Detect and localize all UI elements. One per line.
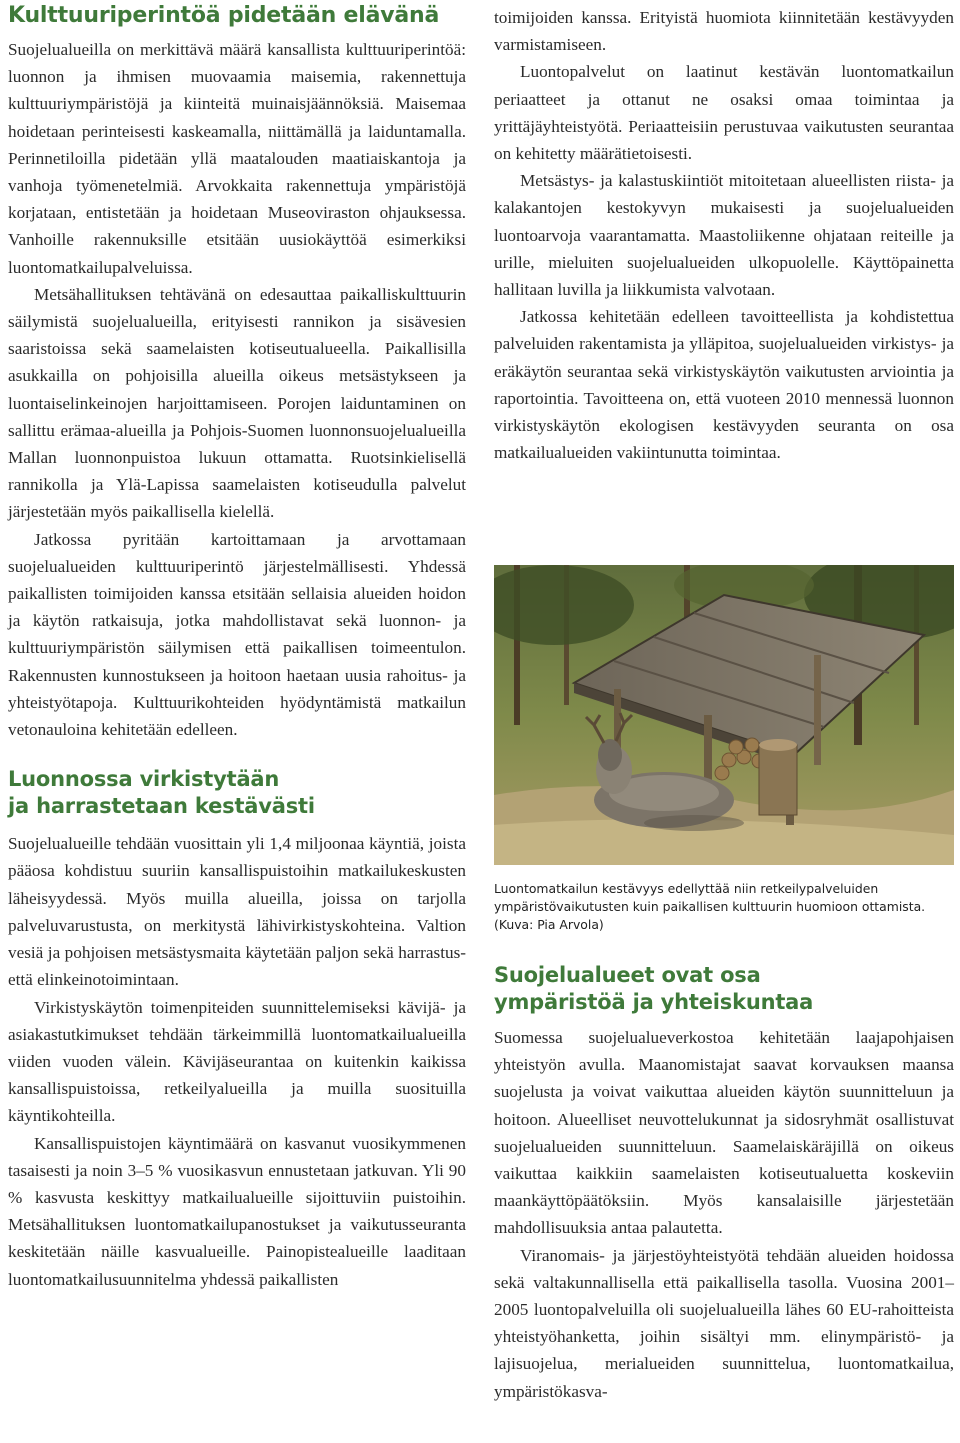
photo-reindeer-shelter xyxy=(494,565,954,865)
paragraph: Jatkossa kehitetään edelleen tavoitteellista ja kohdistettua palveluiden rakentamista ja ylläpitoa, suojelualueiden virkistys- ja eräkäytön seurantaa sekä virkistyskäytön vaikutusten arviointia ja raportointia. Tavoitteena on, että vuoteen 2010 mennessä luonnon virkistyskäytön ekologisen kestävyyden seuranta on osa matkailualueiden vakiintunutta toimintaa. xyxy=(494,307,954,463)
paragraph: Suojelualueille tehdään vuosittain yli 1,4 miljoonaa käyntiä, joista pääosa kohdistuu suuriin kansallispuistoihin matkailukeskusten läheisyydessä. Myös muilla alueilla, joissa on tarjolla palveluvarustusta, on merkitystä lähivirkistyskohteina. Valtion vesiä ja pohjoisen metsästysmaita käytetään paljon sekä harrastus- että elinkeinotoimintaan. xyxy=(8,834,466,990)
paragraph: Metsähallituksen tehtävänä on edesauttaa paikalliskulttuurin säilymistä suojelualueilla, erityisesti rannikon ja sisävesien saaristoissa sekä saamelaisten kotiseutualueella. Paikallisilla asukkailla on pohjoisilla alueilla oikeus metsästykseen ja luontaiselinkeinojen harjoittamiseen. Porojen laiduntaminen on sallittu erämaa-alueilla ja Pohjois-Suomen luonnonsuojelualueilla Mallan luonnonpuistoa lukuun ottamatta. Ruotsinkielisellä rannikolla ja Ylä-Lapissa saamelaisten kotiseudulla palvelut järjestetään myös paikallisella kielellä. xyxy=(8,284,466,522)
right-column-bottom xyxy=(494,962,954,1405)
paragraph: Suomessa suojelualueverkostoa kehitetään laajapohjaisen yhteistyön avulla. Maanomistajat saavat korvauksen maansa suojelusta ja voivat vaikuttaa alueiden käytön suunnitteluun ja hoitoon. Alueelliset neuvottelukunnat ja sidosryhmät osallistuvat suojelualueiden suunnitteluun. Saamelaiskäräjillä on oikeus vaikuttaa kaikkiin saamelaisten kotiseutualuetta koskeviin maankäyttöpäätöksiin. Myös kansalaisille järjestetään mahdollisuuksia antaa palautetta. xyxy=(494,1028,954,1238)
heading-line: ympäristöä ja yhteiskuntaa xyxy=(494,990,814,1014)
paragraph: Suojelualueilla on merkittävä määrä kansallista kulttuuriperintöä: luonnon ja ihmisen muovaamia maisemia, rakennettuja kulttuuriympäristöjä ja kiinteitä muinaisjäännöksiä. Maisemaa hoidetaan perinteisesti kaskeamalla, niittämällä ja laiduntamalla. Perinnetiloilla pidetään yllä maatalouden maatiaiskantoja ja vanhoja työmenetelmiä. Arvokkaita rakennettuja ympäristöjä korjataan, entistetään ja hoidetaan Museoviraston ohjauksessa. Vanhoille rakennuksille etsitään uusiokäyttöä esimerkiksi luontomatkailupalveluissa. xyxy=(8,40,466,277)
paragraph: Viranomais- ja järjestöyhteistyötä tehdään alueiden hoidossa sekä valtakunnallisella että paikallisella tasolla. Vuosina 2001–2005 luontopalveluilla oli suojelualueilla lähes 60 EU-rahoitteista yhteistyöhanketta, joihin sisältyi mm. elinympäristö- ja lajisuojelua, merialueiden suunnittelua, luontomatkailua, ympäristökasva- xyxy=(494,1245,954,1401)
section-heading-cultural-heritage: Kulttuuriperintöä pidetään elävänä xyxy=(8,3,440,28)
photo-illustration xyxy=(494,565,954,865)
paragraph: Kansallispuistojen käyntimäärä on kasvanut vuosikymmenen tasaisesti ja noin 3–5 % vuosikasvun ennustetaan jatkuvan. Yli 90 % kasvusta keskittyy matkailualueille sijoittuviin puistoihin. Metsähallituksen luontomatkailupanostukset ja vaikutusseuranta keskitetään näille kasvualueille. Painopistealueille laaditaan luontomatkailusuunnitelma yhdessä paikallisten xyxy=(8,1133,466,1289)
heading-line: Suojelualueet ovat osa xyxy=(494,963,761,987)
section-heading-recreation xyxy=(8,766,466,820)
paragraph: Virkistyskäytön toimenpiteiden suunnittelemiseksi kävijä- ja asiakastutkimukset tehdään tärkeimmillä luontomatkailualueilla viiden vuoden välein. Kävijäseurantaa on kuitenkin kaikissa kansallispuistoissa, retkeilyalueilla ja muilla suosituilla käyntikohteilla. xyxy=(8,997,466,1126)
photo-caption: Luontomatkailun kestävyys edellyttää niin retkeilypalveluiden ympäristövaikutusten kuin paikallisen kulttuurin huomioon ottamista. (Kuva: Pia Arvola) xyxy=(494,881,926,932)
heading-line: Luonnossa virkistytään xyxy=(8,767,280,792)
left-column xyxy=(8,0,466,1293)
paragraph: Metsästys- ja kalastuskiintiöt mitoitetaan alueellisten riista- ja kalakantojen kestokyvyn mukaisesti ja suojelualueiden luontoarvoja vaarantamatta. Maastoliikenne ohjataan reiteille ja urille, mieluiten suojelualueiden ulkopuolelle. Käyttöpainetta hallitaan luvilla ja liikkumista valvotaan. xyxy=(494,171,954,300)
paragraph: Jatkossa pyritään kartoittamaan ja arvottamaan suojelualueiden kulttuuriperintö järjestelmällisesti. Yhdessä paikallisten toimijoiden kanssa etsitään sellaisia alueiden hoidon ja käytön ratkaisuja, jotka mahdollistavat sekä luonnon- ja kulttuuriympäristön säilymisen että paikallisen toimeentulon. Rakennusten kunnostukseen ja hoitoon haetaan uusia rahoitus- ja yhteistyötapoja. Kulttuurikohteiden hyödyntämistä matkailun vetonauloina kehitetään edelleen. xyxy=(8,529,466,740)
section-heading-society xyxy=(494,962,954,1016)
right-column-top xyxy=(494,4,954,466)
heading-line: ja harrastetaan kestävästi xyxy=(8,794,315,819)
paragraph: Luontopalvelut on laatinut kestävän luontomatkailun periaatteet ja ottanut ne osaksi omaa toimintaa ja yrittäjäyhteistyötä. Periaatteisiin perustuvaa vaikutusten seurantaa on kehitetty määrätietoisesti. xyxy=(494,62,954,164)
paragraph: toimijoiden kanssa. Erityistä huomiota kiinnitetään kestävyyden varmistamiseen. xyxy=(494,8,954,55)
